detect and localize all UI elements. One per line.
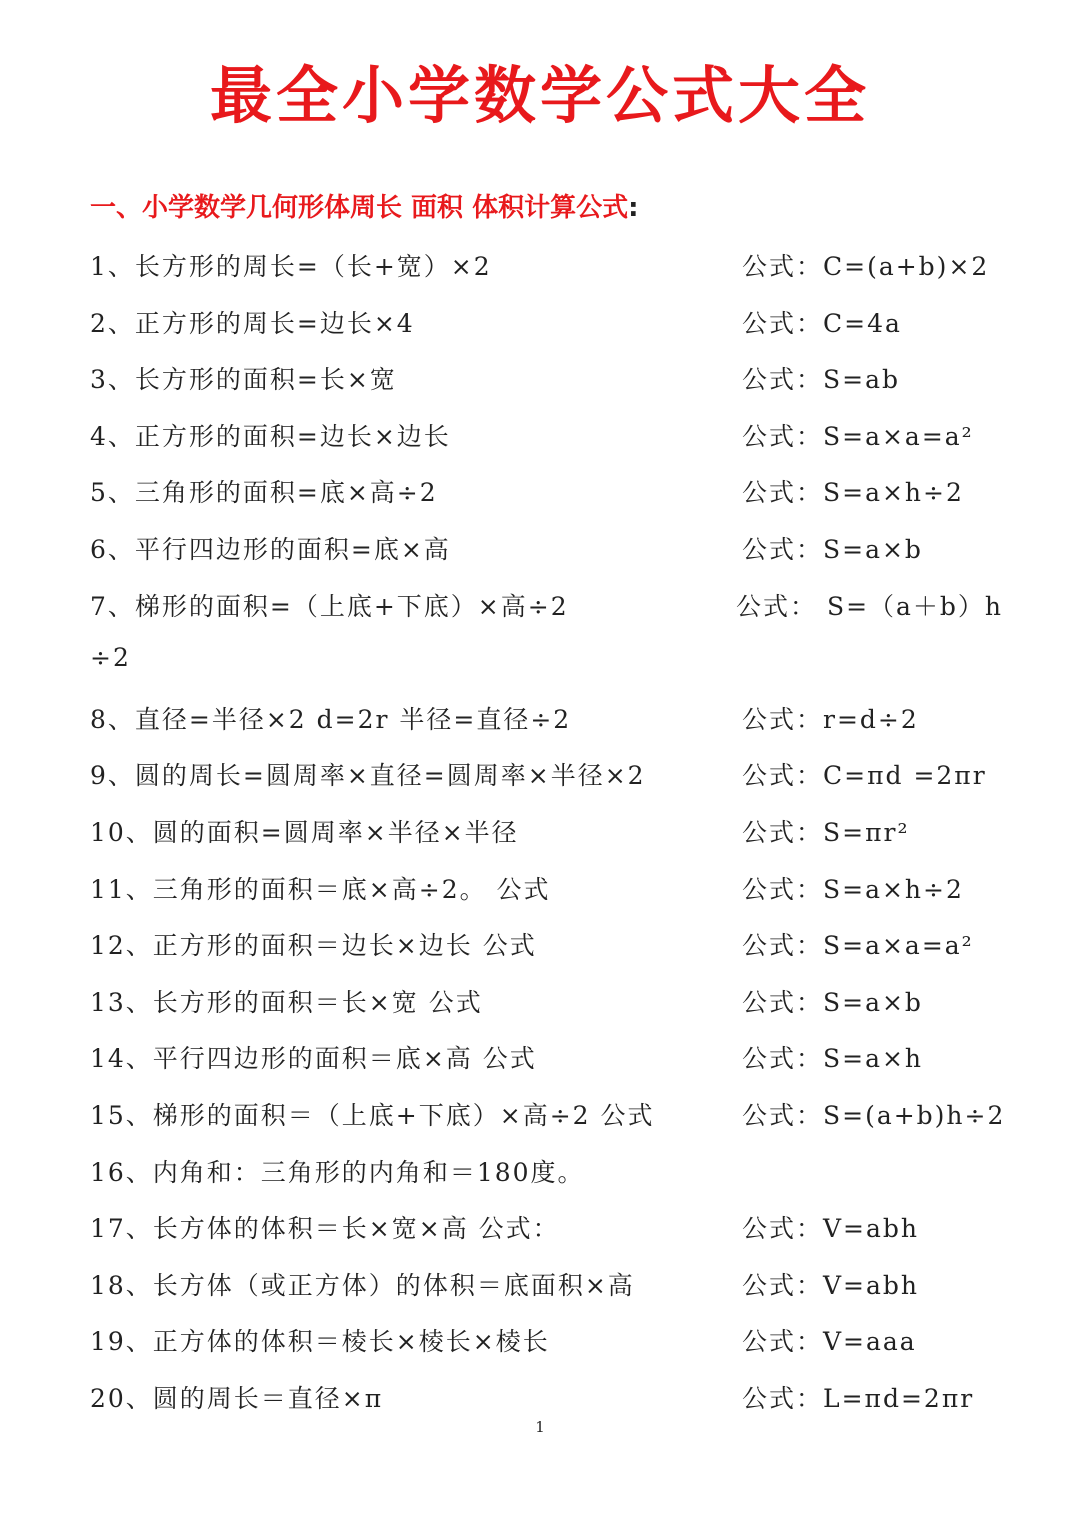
formula-expression: 公式：S=a×b: [742, 534, 923, 564]
page-title: 最全小学数学公式大全: [209, 59, 870, 132]
formula-expression: 公式：S=ab: [742, 365, 900, 395]
formula-description: 15、梯形的面积＝（上底+下底）×高÷2 公式: [90, 1100, 655, 1130]
formula-row: [0, 577, 1080, 634]
formula-description: 4、正方形的面积=边长×边长: [90, 421, 451, 451]
formula-row: [0, 690, 1080, 747]
formula-row: [0, 803, 1080, 860]
formula-expression: 公式：V=abh: [742, 1214, 920, 1244]
formula-description: 6、平行四边形的面积=底×高: [90, 534, 451, 564]
formula-expression: 公式：S=πr²: [742, 817, 910, 847]
formula-description: 10、圆的面积=圆周率×半径×半径: [90, 817, 519, 847]
formula-description: 8、直径=半径×2 d=2r 半径=直径÷2: [90, 704, 572, 734]
formula-description: 1、长方形的周长=（长+宽）×2: [90, 252, 492, 281]
formula-expression: 公式：S=a×h÷2: [742, 478, 964, 508]
formula-description: ÷2: [90, 643, 131, 673]
page-number: 1: [535, 1418, 545, 1436]
formula-expression: 公式：S=a×h÷2: [742, 874, 964, 904]
formula-row: [0, 860, 1080, 917]
formula-expression: 公式：C=(a+b)×2: [742, 252, 990, 281]
section-heading-text: 一、小学数学几何形体周长 面积 体积计算公式: [90, 193, 629, 223]
formula-row: [0, 1312, 1080, 1369]
formula-description: 17、长方体的体积＝长×宽×高 公式：: [90, 1214, 560, 1244]
formula-row: [0, 407, 1080, 464]
formula-description: 18、长方体（或正方体）的体积＝底面积×高: [90, 1270, 635, 1300]
formula-description: 16、内角和：三角形的内角和＝180度。: [90, 1157, 585, 1187]
formula-expression: 公式：S=a×a=a²: [742, 421, 974, 451]
formula-expression: 公式：V=abh: [742, 1270, 920, 1300]
formula-row: [0, 916, 1080, 973]
formula-expression: 公式：S=a×a=a²: [742, 931, 974, 961]
formula-description: 20、圆的周长＝直径×π: [90, 1383, 384, 1413]
formula-row: [0, 520, 1080, 577]
formula-description: 12、正方形的面积＝边长×边长 公式: [90, 931, 537, 961]
formula-description: 9、圆的周长=圆周率×直径=圆周率×半径×2: [90, 761, 646, 791]
formula-list: [0, 237, 1080, 1425]
formula-row: [0, 1369, 1080, 1426]
formula-expression: 公式：C=4a: [742, 308, 902, 338]
formula-expression: 公式：S=a×b: [742, 987, 923, 1017]
formula-description: 7、梯形的面积=（上底+下底）×高÷2: [90, 591, 569, 621]
formula-expression: 公式：S=a×h: [742, 1044, 924, 1074]
formula-description: 2、正方形的周长=边长×4: [90, 308, 415, 338]
section-heading-colon: :: [628, 193, 639, 223]
formula-expression: 公式：V=aaa: [742, 1327, 917, 1357]
formula-expression: 公式：r=d÷2: [742, 704, 919, 734]
formula-row: [0, 350, 1080, 407]
formula-description: 14、平行四边形的面积＝底×高 公式: [90, 1044, 537, 1074]
formula-row: [0, 237, 1080, 294]
formula-row: [0, 294, 1080, 351]
section-heading: [90, 186, 639, 230]
formula-row: [0, 746, 1080, 803]
formula-description: 19、正方体的体积＝棱长×棱长×棱长: [90, 1327, 550, 1357]
formula-row: [0, 1199, 1080, 1256]
formula-description: 11、三角形的面积＝底×高÷2。 公式: [90, 874, 551, 904]
formula-expression: 公式： S=（a＋b）h: [736, 591, 1004, 621]
formula-description: 13、长方形的面积＝长×宽 公式: [90, 987, 483, 1017]
formula-row: [0, 1029, 1080, 1086]
formula-row-continuation: [0, 633, 1080, 690]
formula-description: 3、长方形的面积=长×宽: [90, 365, 397, 395]
formula-row: [0, 1086, 1080, 1143]
formula-expression: 公式：C=πd =2πr: [742, 761, 987, 791]
formula-row: [0, 1143, 1080, 1200]
formula-expression: 公式：S=(a+b)h÷2: [742, 1100, 1006, 1130]
formula-row: [0, 973, 1080, 1030]
formula-description: 5、三角形的面积=底×高÷2: [90, 478, 438, 508]
formula-row: [0, 463, 1080, 520]
formula-row: [0, 1256, 1080, 1313]
formula-expression: 公式：L=πd=2πr: [742, 1383, 975, 1413]
